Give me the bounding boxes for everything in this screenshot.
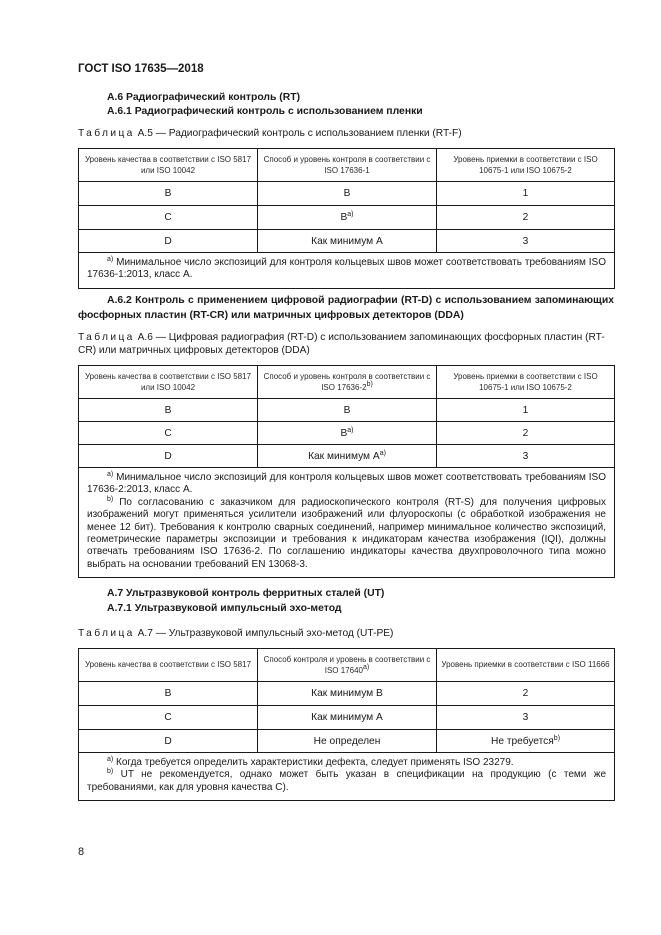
table-a6 <box>78 365 615 578</box>
table-a7-caption <box>78 628 614 641</box>
table-cell <box>258 445 437 468</box>
footnote-text: Когда требуется определить характеристики дефекта, следует применять ISO 23279. <box>116 757 514 768</box>
footnote-mark: a) <box>107 256 114 263</box>
table-cell <box>437 730 615 753</box>
cell-text: B <box>340 212 348 223</box>
section-a6-1-heading: А.6.1 Радиографический контроль с использованием пленки <box>107 106 423 117</box>
table-cell: 3 <box>437 706 615 730</box>
page-number: 8 <box>78 846 85 858</box>
footnote-text: По согласованию с заказчиком для радиоскопического контроля (RT-S) для получения цифровых изображений могут применяться усилители изображений или флуороскопы (с обработкой изображения не менее 12 бит). Требования к контролю сварных соединений, например минимальное количество экспозиций, геометрические параметры экспозиции и требования к индикаторам качества изображения (IQI), должны отвечать требованиям ISO 17636-2. По соглашению индикаторы качества двухпроволочного типа можно выбрать на основании требований EN 13068-3. <box>87 496 606 570</box>
table-cell: B <box>258 399 437 422</box>
footnote-b <box>87 497 606 571</box>
table-notes-row <box>79 753 615 801</box>
footnote-mark: a) <box>107 471 114 478</box>
table-a7-number: А.7 <box>137 628 153 639</box>
header-cell <box>258 366 437 399</box>
table-cell: Как минимум А <box>258 706 437 730</box>
table-cell: 1 <box>437 182 615 206</box>
section-a6-2-heading: А.6.2 Контроль с применением цифровой радиографии (RT-D) с использованием запоминающих фосфорных пластин (RT-CR) или матричных цифровых детекторов (DDA) <box>78 295 614 321</box>
table-notes-row <box>79 468 615 578</box>
table-header-row <box>79 649 615 682</box>
table-row <box>79 445 615 468</box>
section-a7-heading: А.7 Ультразвуковой контроль ферритных сталей (UT) <box>107 588 385 599</box>
footnote-a <box>87 757 606 769</box>
table-row <box>79 399 615 422</box>
table-cell: Как минимум А <box>258 230 437 253</box>
table-cell: 2 <box>437 206 615 230</box>
table-cell: C <box>79 206 258 230</box>
table-notes <box>79 468 615 578</box>
table-cell: D <box>79 445 258 468</box>
table-cell: C <box>79 706 258 730</box>
table-notes <box>79 253 615 289</box>
header-cell: Уровень приемки в соответствии с ISO 10675-1 или ISO 10675-2 <box>437 366 615 399</box>
table-notes-row <box>79 253 615 289</box>
footnote-a <box>87 472 606 497</box>
table-header-row <box>79 149 615 182</box>
section-a6-heading: А.6 Радиографический контроль (RT) <box>107 92 301 103</box>
header-cell: Уровень приемки в соответствии с ISO 10675-1 или ISO 10675-2 <box>437 149 615 182</box>
table-a5-number: А.5 <box>137 128 153 139</box>
table-cell: D <box>79 230 258 253</box>
footnote-mark: a) <box>347 211 354 218</box>
footnote-text: UT не рекомендуется, однако может быть указан в спецификации на продукцию (с теми же требованиями, как для уровня качества С). <box>87 769 607 793</box>
table-a6-number: А.6 <box>137 332 153 343</box>
cell-text: Не требуется <box>490 735 554 747</box>
table-header-row <box>79 366 615 399</box>
table-a5-caption <box>78 128 614 141</box>
table-cell: 3 <box>437 445 615 468</box>
header-text: Способ контроля и уровень в соответствии с ISO 17640 <box>263 654 431 675</box>
table-cell: B <box>79 399 258 422</box>
header-cell <box>258 649 437 682</box>
table-row <box>79 230 615 253</box>
footnote-a <box>87 257 606 282</box>
table-cell: B <box>258 182 437 206</box>
table-cell <box>258 422 437 445</box>
document-header: ГОСТ ISO 17635—2018 <box>78 63 204 75</box>
footnote-mark: a) <box>107 756 114 763</box>
table-cell: 2 <box>437 682 615 706</box>
table-cell: 1 <box>437 399 615 422</box>
table-a7-title: — Ультразвуковой импульсный эхо-метод (UT-PE) <box>152 628 394 639</box>
table-row <box>79 182 615 206</box>
table-a5-title: — Радиографический контроль с использованием пленки (RT-F) <box>152 128 462 139</box>
footnote-mark: b) <box>107 495 114 503</box>
table-cell <box>258 206 437 230</box>
table-a6-title: — Цифровая радиография (RT-D) с использованием запоминающих фосфорных пластин (RT-CR) или матричных цифровых детекторов (DDA) <box>78 332 605 356</box>
table-cell: C <box>79 422 258 445</box>
table-cell: B <box>79 182 258 206</box>
table-cell: D <box>79 730 258 753</box>
cell-text: B <box>340 427 348 439</box>
footnote-b <box>87 769 606 794</box>
table-cell: B <box>79 682 258 706</box>
footnote-mark: b) <box>366 381 373 388</box>
table-row <box>79 706 615 730</box>
header-text: Способ и уровень контроля в соответствии с ISO 17636-2 <box>263 371 431 392</box>
table-row <box>79 206 615 230</box>
table-word: Таблица <box>78 128 135 139</box>
header-cell: Способ и уровень контроля в соответствии с ISO 17636-1 <box>258 149 437 182</box>
table-word: Таблица <box>78 628 135 639</box>
footnote-mark: a) <box>363 664 370 671</box>
section-a7-1-heading: А.7.1 Ультразвуковой импульсный эхо-метод <box>107 603 342 614</box>
table-cell: 2 <box>437 422 615 445</box>
table-row <box>79 730 615 753</box>
header-cell: Уровень приемки в соответствии с ISO 11666 <box>437 649 615 682</box>
table-a6-caption <box>78 332 614 357</box>
table-cell: 3 <box>437 230 615 253</box>
header-cell: Уровень качества в соответствии с ISO 5817 или ISO 10042 <box>79 366 258 399</box>
header-cell: Уровень качества в соответствии с ISO 5817 или ISO 10042 <box>79 149 258 182</box>
footnote-mark: a) <box>379 449 386 457</box>
table-row <box>79 682 615 706</box>
footnote-mark: b) <box>553 734 561 742</box>
footnote-text: Минимальное число экспозиций для контроля кольцевых швов может соответствовать требованиям ISO 17636-2:2013, класс А. <box>87 472 607 496</box>
cell-text: Как минимум А <box>308 450 380 462</box>
table-notes <box>79 753 615 801</box>
table-a5 <box>78 148 615 289</box>
table-cell: Не определен <box>258 730 437 753</box>
footnote-mark: a) <box>347 426 354 434</box>
header-cell: Уровень качества в соответствии с ISO 5817 <box>79 649 258 682</box>
table-cell: Как минимум В <box>258 682 437 706</box>
table-word: Таблица <box>78 332 135 343</box>
table-row <box>79 422 615 445</box>
table-a7 <box>78 648 615 801</box>
footnote-text: Минимальное число экспозиций для контроля кольцевых швов может соответствовать требованиям ISO 17636-1:2013, класс А. <box>87 257 607 281</box>
footnote-mark: b) <box>107 768 114 776</box>
